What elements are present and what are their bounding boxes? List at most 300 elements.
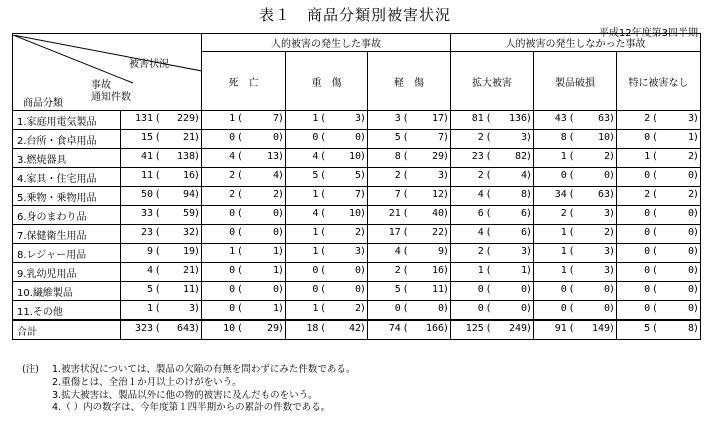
cumulative-count: 6 (520, 227, 527, 238)
paren-open: ( (651, 284, 658, 295)
damage-cell (202, 225, 286, 244)
paren-close: ) (525, 208, 532, 219)
cumulative-count: 94 (182, 189, 195, 200)
paren-close: ) (193, 246, 200, 257)
count-cell (121, 168, 202, 187)
paren-open: ( (236, 113, 243, 124)
paren-open: ( (402, 303, 409, 314)
paren-open: ( (485, 132, 492, 143)
category-cell: 11.その他 (13, 301, 121, 321)
paren-open: ( (402, 284, 409, 295)
count-cell (121, 244, 202, 263)
cumulative-count: 0 (354, 132, 361, 143)
case-count: 0 (229, 208, 236, 219)
paren-open: ( (236, 265, 243, 276)
damage-cell (286, 244, 368, 263)
damage-cell (368, 244, 451, 263)
paren-close: ) (359, 132, 366, 143)
cumulative-count: 0 (520, 284, 527, 295)
paren-open: ( (154, 246, 161, 257)
paren-close: ) (277, 151, 284, 162)
paren-close: ) (193, 265, 200, 276)
damage-cell (368, 301, 451, 321)
count-cell (121, 187, 202, 206)
damage-cell (202, 301, 286, 321)
paren-open: ( (320, 265, 327, 276)
paren-close: ) (692, 323, 699, 334)
paren-open: ( (402, 227, 409, 238)
case-count: 9 (146, 246, 153, 257)
footnote-lead: (注) (22, 364, 39, 375)
damage-cell (451, 301, 534, 321)
cumulative-count: 5 (354, 170, 361, 181)
cumulative-count: 2 (687, 189, 694, 200)
category-cell: 3.燃焼器具 (13, 149, 121, 168)
cumulative-count: 3 (437, 170, 444, 181)
damage-cell (451, 130, 534, 149)
damage-cell (617, 263, 701, 282)
cumulative-count: 11 (182, 284, 195, 295)
paren-open: ( (320, 246, 327, 257)
case-count: 8 (560, 132, 567, 143)
paren-open: ( (236, 189, 243, 200)
cumulative-count: 17 (431, 113, 444, 124)
cumulative-count: 166 (425, 323, 444, 334)
paren-open: ( (236, 208, 243, 219)
paren-close: ) (277, 170, 284, 181)
case-count: 0 (229, 132, 236, 143)
count-cell (121, 206, 202, 225)
damage-cell (202, 149, 286, 168)
case-count: 4 (146, 265, 153, 276)
paren-open: ( (320, 303, 327, 314)
damage-cell (286, 168, 368, 187)
paren-open: ( (320, 170, 327, 181)
case-count: 1 (560, 151, 567, 162)
cumulative-count: 0 (272, 284, 279, 295)
footnote-2: 2.重傷とは、全治１か月以上のけがをいう。 (52, 376, 242, 388)
damage-cell (286, 282, 368, 301)
paren-open: ( (485, 246, 492, 257)
cumulative-count: 3 (603, 265, 610, 276)
case-count: 2 (644, 113, 651, 124)
count-cell (121, 225, 202, 244)
cumulative-count: 2 (687, 151, 694, 162)
paren-close: ) (608, 265, 615, 276)
cumulative-count: 32 (182, 227, 195, 238)
cumulative-count: 63 (597, 189, 610, 200)
case-count: 11 (140, 170, 153, 181)
paren-open: ( (485, 151, 492, 162)
paren-open: ( (402, 189, 409, 200)
damage-cell (534, 320, 617, 340)
corner-product-label: 商品分類 (23, 97, 63, 109)
table-corner-header (13, 34, 202, 111)
paren-open: ( (568, 246, 575, 257)
damage-cell (286, 225, 368, 244)
table-row (13, 187, 701, 206)
damage-cell (534, 206, 617, 225)
paren-close: ) (442, 265, 449, 276)
paren-open: ( (568, 208, 575, 219)
damage-cell (368, 149, 451, 168)
damage-cell (202, 263, 286, 282)
case-count: 2 (229, 170, 236, 181)
cumulative-count: 4 (520, 170, 527, 181)
count-cell (121, 111, 202, 130)
paren-close: ) (277, 132, 284, 143)
paren-close: ) (359, 284, 366, 295)
cumulative-count: 19 (182, 246, 195, 257)
paren-open: ( (568, 227, 575, 238)
case-count: 2 (477, 246, 484, 257)
paren-close: ) (525, 227, 532, 238)
paren-open: ( (154, 303, 161, 314)
paren-close: ) (608, 208, 615, 219)
paren-close: ) (193, 284, 200, 295)
case-count: 0 (560, 284, 567, 295)
paren-open: ( (651, 323, 658, 334)
case-count: 1 (312, 227, 319, 238)
paren-open: ( (485, 284, 492, 295)
cumulative-count: 0 (603, 284, 610, 295)
corner-accident-label: 事故 (91, 79, 111, 91)
damage-cell (286, 111, 368, 130)
case-count: 5 (394, 132, 401, 143)
paren-open: ( (236, 170, 243, 181)
paren-open: ( (485, 323, 492, 334)
case-count: 23 (471, 151, 484, 162)
paren-open: ( (320, 151, 327, 162)
category-cell: 8.レジャー用品 (13, 244, 121, 263)
cumulative-count: 0 (603, 303, 610, 314)
category-cell: 5.乗物・乗物用品 (13, 187, 121, 206)
paren-close: ) (608, 151, 615, 162)
paren-open: ( (651, 265, 658, 276)
case-count: 2 (394, 170, 401, 181)
paren-close: ) (277, 323, 284, 334)
table-row (13, 206, 701, 225)
table-row (13, 244, 701, 263)
case-count: 1 (229, 113, 236, 124)
damage-cell (368, 320, 451, 340)
cumulative-count: 0 (687, 265, 694, 276)
count-cell (121, 301, 202, 321)
case-count: 3 (394, 113, 401, 124)
damage-cell (202, 187, 286, 206)
category-cell: 合計 (13, 320, 121, 340)
paren-open: ( (651, 189, 658, 200)
category-cell: 6.身のまわり品 (13, 206, 121, 225)
period-label: 平成12年度第3四半期 (598, 28, 698, 39)
paren-open: ( (154, 170, 161, 181)
damage-cell (286, 320, 368, 340)
damage-cell (286, 130, 368, 149)
paren-close: ) (608, 132, 615, 143)
paren-open: ( (568, 132, 575, 143)
damage-cell (534, 187, 617, 206)
paren-close: ) (525, 151, 532, 162)
damage-cell (534, 263, 617, 282)
paren-close: ) (442, 246, 449, 257)
cumulative-count: 2 (354, 303, 361, 314)
case-count: 5 (146, 284, 153, 295)
cumulative-count: 29 (266, 323, 279, 334)
damage-cell (534, 282, 617, 301)
paren-open: ( (154, 113, 161, 124)
case-count: 0 (644, 132, 651, 143)
case-count: 91 (554, 323, 567, 334)
paren-close: ) (277, 189, 284, 200)
paren-close: ) (692, 170, 699, 181)
paren-open: ( (485, 189, 492, 200)
damage-cell (617, 149, 701, 168)
damage-cell (368, 111, 451, 130)
cumulative-count: 12 (431, 189, 444, 200)
cumulative-count: 21 (182, 265, 195, 276)
paren-open: ( (485, 208, 492, 219)
paren-open: ( (651, 151, 658, 162)
paren-close: ) (442, 170, 449, 181)
damage-cell (202, 168, 286, 187)
case-count: 0 (644, 227, 651, 238)
damage-cell (617, 225, 701, 244)
paren-open: ( (651, 208, 658, 219)
case-count: 0 (644, 208, 651, 219)
paren-open: ( (568, 113, 575, 124)
paren-close: ) (277, 303, 284, 314)
damage-cell (286, 301, 368, 321)
paren-close: ) (277, 284, 284, 295)
column-header-extended-damage: 拡大被害 (451, 52, 534, 111)
paren-close: ) (359, 303, 366, 314)
damage-cell (451, 187, 534, 206)
paren-open: ( (236, 132, 243, 143)
case-count: 2 (394, 265, 401, 276)
case-count: 1 (312, 189, 319, 200)
case-count: 0 (644, 265, 651, 276)
paren-close: ) (193, 151, 200, 162)
case-count: 0 (560, 170, 567, 181)
case-count: 4 (477, 227, 484, 238)
damage-cell (368, 282, 451, 301)
damage-cell (451, 244, 534, 263)
damage-cell (451, 282, 534, 301)
damage-cell (617, 244, 701, 263)
case-count: 2 (477, 132, 484, 143)
cumulative-count: 3 (354, 113, 361, 124)
count-cell (121, 130, 202, 149)
paren-close: ) (193, 323, 200, 334)
paren-close: ) (442, 132, 449, 143)
paren-close: ) (193, 227, 200, 238)
paren-open: ( (154, 227, 161, 238)
paren-open: ( (485, 113, 492, 124)
case-count: 1 (477, 265, 484, 276)
paren-open: ( (568, 151, 575, 162)
case-count: 81 (471, 113, 484, 124)
cumulative-count: 2 (603, 151, 610, 162)
paren-open: ( (236, 227, 243, 238)
cumulative-count: 229 (176, 113, 195, 124)
paren-close: ) (277, 265, 284, 276)
paren-close: ) (692, 189, 699, 200)
damage-cell (451, 320, 534, 340)
paren-close: ) (525, 284, 532, 295)
case-count: 0 (477, 284, 484, 295)
cumulative-count: 7 (354, 189, 361, 200)
cumulative-count: 7 (437, 132, 444, 143)
table-row (13, 130, 701, 149)
paren-open: ( (402, 208, 409, 219)
cumulative-count: 0 (603, 170, 610, 181)
cumulative-count: 8 (520, 189, 527, 200)
cumulative-count: 21 (182, 132, 195, 143)
paren-close: ) (692, 265, 699, 276)
damage-cell (451, 168, 534, 187)
case-count: 7 (394, 189, 401, 200)
paren-close: ) (193, 113, 200, 124)
paren-close: ) (359, 265, 366, 276)
cumulative-count: 16 (431, 265, 444, 276)
case-count: 0 (312, 284, 319, 295)
cumulative-count: 40 (431, 208, 444, 219)
paren-close: ) (442, 284, 449, 295)
cumulative-count: 0 (354, 284, 361, 295)
count-cell (121, 149, 202, 168)
paren-close: ) (193, 189, 200, 200)
paren-open: ( (320, 132, 327, 143)
paren-close: ) (525, 323, 532, 334)
footnote-1: 1.被害状況については、製品の欠陥の有無を問わずにみた件数である。 (52, 364, 356, 375)
paren-close: ) (525, 189, 532, 200)
damage-cell (451, 149, 534, 168)
cumulative-count: 1 (520, 265, 527, 276)
paren-open: ( (485, 265, 492, 276)
case-count: 1 (560, 265, 567, 276)
case-count: 1 (146, 303, 153, 314)
cumulative-count: 8 (687, 323, 694, 334)
footnotes (22, 364, 355, 415)
case-count: 1 (560, 246, 567, 257)
case-count: 15 (140, 132, 153, 143)
paren-close: ) (608, 246, 615, 257)
paren-open: ( (485, 170, 492, 181)
damage-cell (451, 225, 534, 244)
cumulative-count: 138 (176, 151, 195, 162)
paren-close: ) (193, 132, 200, 143)
paren-open: ( (402, 132, 409, 143)
cumulative-count: 149 (591, 323, 610, 334)
damage-table (12, 33, 701, 340)
paren-open: ( (568, 265, 575, 276)
footnote-4: 4.（ ）内の数字は、今年度第１四半期からの累計の件数である。 (52, 402, 331, 414)
case-count: 0 (229, 284, 236, 295)
cumulative-count: 0 (687, 246, 694, 257)
case-count: 1 (312, 303, 319, 314)
paren-open: ( (320, 208, 327, 219)
paren-close: ) (608, 284, 615, 295)
cumulative-count: 6 (520, 208, 527, 219)
case-count: 5 (644, 323, 651, 334)
paren-close: ) (525, 132, 532, 143)
cumulative-count: 10 (597, 132, 610, 143)
damage-cell (368, 263, 451, 282)
paren-open: ( (236, 246, 243, 257)
paren-open: ( (651, 246, 658, 257)
paren-close: ) (442, 208, 449, 219)
damage-cell (534, 225, 617, 244)
cumulative-count: 3 (687, 113, 694, 124)
cumulative-count: 0 (354, 265, 361, 276)
cumulative-count: 9 (437, 246, 444, 257)
case-count: 1 (312, 246, 319, 257)
paren-close: ) (692, 303, 699, 314)
category-cell: 1.家庭用電気製品 (13, 111, 121, 130)
paren-open: ( (568, 303, 575, 314)
paren-close: ) (442, 323, 449, 334)
case-count: 0 (644, 170, 651, 181)
paren-close: ) (525, 303, 532, 314)
cumulative-count: 16 (182, 170, 195, 181)
paren-close: ) (608, 170, 615, 181)
paren-open: ( (402, 323, 409, 334)
cumulative-count: 0 (520, 303, 527, 314)
table-row (13, 149, 701, 168)
paren-close: ) (692, 208, 699, 219)
damage-cell (617, 168, 701, 187)
paren-close: ) (359, 246, 366, 257)
case-count: 18 (306, 323, 319, 334)
paren-open: ( (568, 170, 575, 181)
paren-close: ) (608, 323, 615, 334)
case-count: 0 (229, 227, 236, 238)
paren-close: ) (359, 208, 366, 219)
paren-open: ( (568, 323, 575, 334)
damage-cell (534, 244, 617, 263)
table-row (13, 301, 701, 321)
cumulative-count: 22 (431, 227, 444, 238)
case-count: 1 (560, 227, 567, 238)
case-count: 1 (229, 246, 236, 257)
cumulative-count: 0 (687, 303, 694, 314)
paren-open: ( (320, 227, 327, 238)
paren-close: ) (277, 113, 284, 124)
cumulative-count: 3 (354, 246, 361, 257)
cumulative-count: 10 (348, 151, 361, 162)
paren-open: ( (402, 170, 409, 181)
damage-cell (617, 282, 701, 301)
paren-close: ) (692, 132, 699, 143)
cumulative-count: 63 (597, 113, 610, 124)
paren-close: ) (359, 151, 366, 162)
category-cell: 7.保健衛生用品 (13, 225, 121, 244)
table-row (13, 282, 701, 301)
paren-open: ( (402, 265, 409, 276)
paren-open: ( (402, 113, 409, 124)
damage-cell (368, 225, 451, 244)
paren-open: ( (154, 323, 161, 334)
column-header-serious-injury: 重 傷 (286, 52, 368, 111)
paren-close: ) (442, 303, 449, 314)
case-count: 1 (644, 151, 651, 162)
category-cell: 9.乳幼児用品 (13, 263, 121, 282)
paren-close: ) (442, 113, 449, 124)
count-cell (121, 320, 202, 340)
table-row (13, 263, 701, 282)
cumulative-count: 1 (687, 132, 694, 143)
paren-open: ( (320, 323, 327, 334)
